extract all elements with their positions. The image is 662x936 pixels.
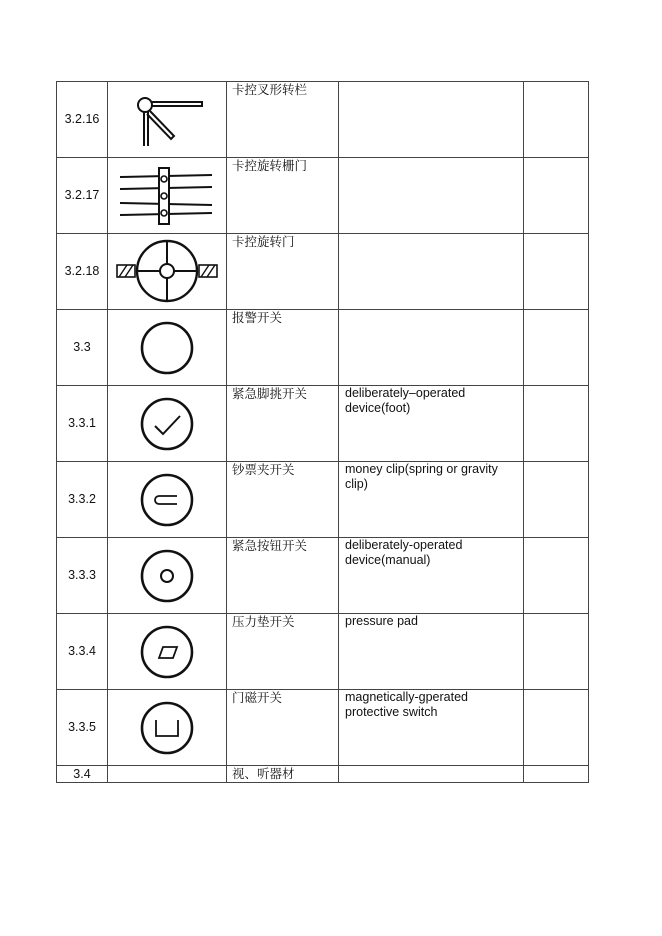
table-row <box>57 158 589 234</box>
table-row <box>57 462 589 538</box>
table-row <box>57 234 589 310</box>
code-cell: 3.3.2 <box>57 462 108 538</box>
english-name-cell <box>339 158 524 234</box>
table-row <box>57 614 589 690</box>
english-name-cell <box>339 82 524 158</box>
pressure-pad-icon <box>137 622 197 682</box>
code-cell: 3.3.1 <box>57 386 108 462</box>
remark-cell <box>524 766 589 783</box>
symbol-cell <box>108 462 227 538</box>
symbol-cell <box>108 158 227 234</box>
chinese-name-cell: 紧急按钮开关 <box>227 538 339 614</box>
english-name-cell <box>339 766 524 783</box>
manual-button-icon <box>137 546 197 606</box>
turnstile-arm-icon <box>122 92 212 148</box>
chinese-name-cell: 卡控叉形转栏 <box>227 82 339 158</box>
table-row <box>57 386 589 462</box>
english-name-cell <box>339 234 524 310</box>
chinese-name-cell: 卡控旋转栅门 <box>227 158 339 234</box>
symbol-cell <box>108 234 227 310</box>
code-cell: 3.4 <box>57 766 108 783</box>
symbol-cell <box>108 310 227 386</box>
symbol-cell <box>108 614 227 690</box>
code-cell: 3.3.3 <box>57 538 108 614</box>
remark-cell <box>524 310 589 386</box>
door-magnetic-switch-icon <box>136 698 198 758</box>
remark-cell <box>524 690 589 766</box>
chinese-name-cell: 钞票夹开关 <box>227 462 339 538</box>
english-name-cell: pressure pad <box>339 614 524 690</box>
chinese-name-cell: 门磁开关 <box>227 690 339 766</box>
code-cell: 3.2.16 <box>57 82 108 158</box>
remark-cell <box>524 158 589 234</box>
symbol-cell <box>108 538 227 614</box>
foot-switch-icon <box>137 394 197 454</box>
chinese-name-cell: 报警开关 <box>227 310 339 386</box>
symbol-cell <box>108 386 227 462</box>
symbol-cell <box>108 690 227 766</box>
code-cell: 3.2.18 <box>57 234 108 310</box>
symbol-table <box>56 81 589 783</box>
chinese-name-cell: 视、听器材 <box>227 766 339 783</box>
symbol-cell <box>108 82 227 158</box>
symbol-cell <box>108 766 227 783</box>
english-name-cell: magnetically-gperated protective switch <box>339 690 524 766</box>
code-cell: 3.2.17 <box>57 158 108 234</box>
english-name-cell <box>339 310 524 386</box>
remark-cell <box>524 538 589 614</box>
chinese-name-cell: 压力垫开关 <box>227 614 339 690</box>
remark-cell <box>524 82 589 158</box>
rotary-gate-icon <box>118 165 216 227</box>
table-row <box>57 766 589 783</box>
table-row <box>57 690 589 766</box>
english-name-cell: deliberately-operated device(manual) <box>339 538 524 614</box>
alarm-switch-icon <box>137 318 197 378</box>
remark-cell <box>524 462 589 538</box>
code-cell: 3.3.5 <box>57 690 108 766</box>
chinese-name-cell: 紧急脚挑开关 <box>227 386 339 462</box>
remark-cell <box>524 234 589 310</box>
table-row <box>57 310 589 386</box>
table-row <box>57 82 589 158</box>
remark-cell <box>524 614 589 690</box>
code-cell: 3.3.4 <box>57 614 108 690</box>
code-cell: 3.3 <box>57 310 108 386</box>
remark-cell <box>524 386 589 462</box>
table-row <box>57 538 589 614</box>
english-name-cell: deliberately–operated device(foot) <box>339 386 524 462</box>
revolving-door-icon <box>115 239 219 305</box>
chinese-name-cell: 卡控旋转门 <box>227 234 339 310</box>
english-name-cell: money clip(spring or gravity clip) <box>339 462 524 538</box>
money-clip-icon <box>137 470 197 530</box>
